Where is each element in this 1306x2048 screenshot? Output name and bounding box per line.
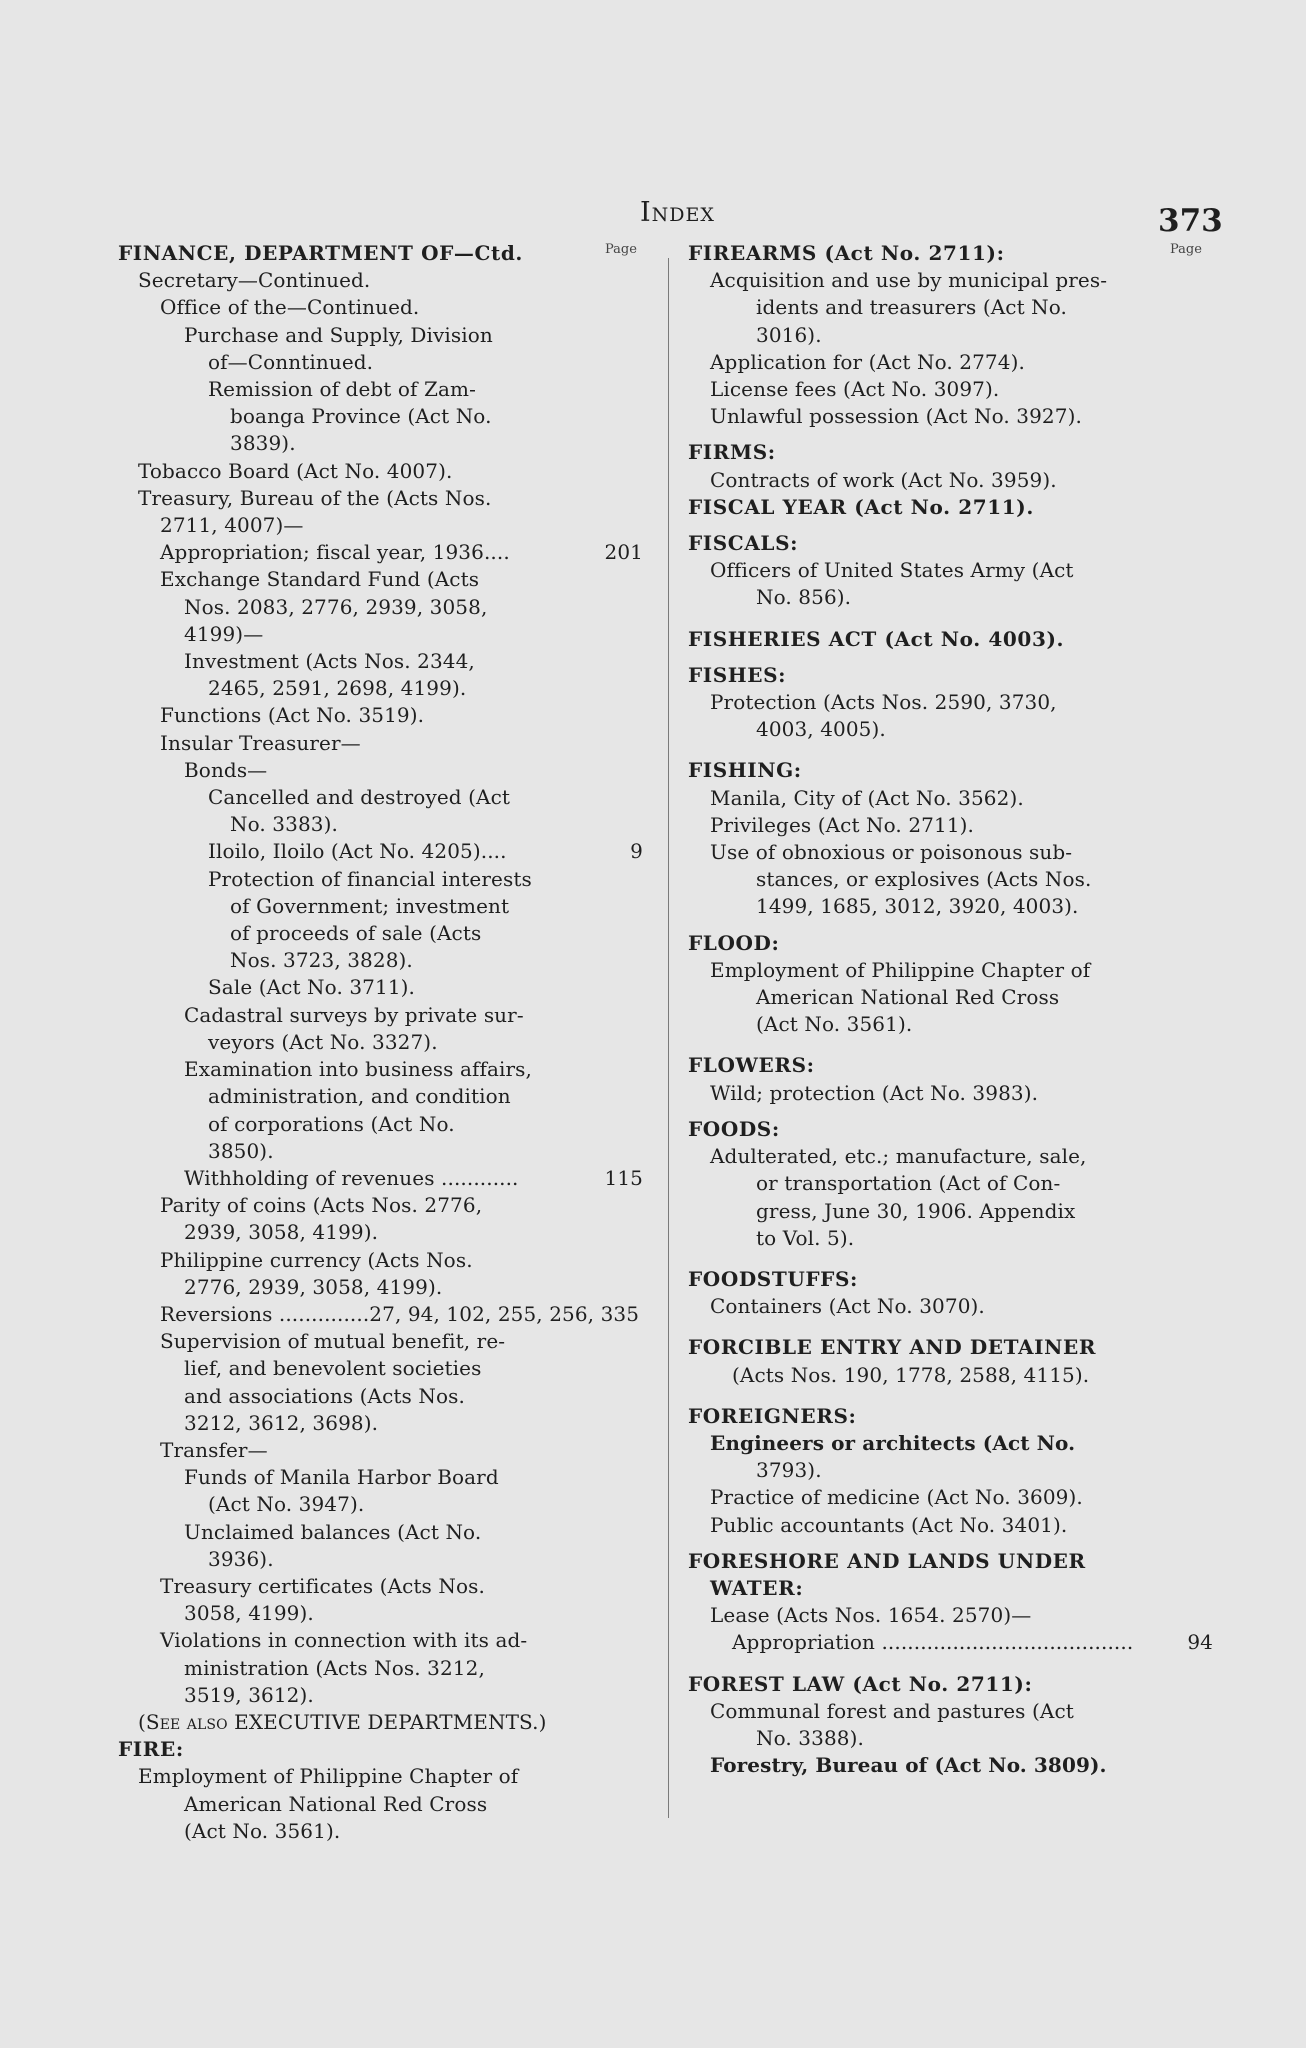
entry-text: ministration (Acts Nos. 3212,	[184, 1655, 485, 1680]
index-entry	[118, 1002, 643, 1029]
entry-text: 2939, 3058, 4199).	[184, 1220, 379, 1245]
entry-text: gress, June 30, 1906. Appendix	[756, 1198, 1076, 1223]
index-entry	[118, 566, 643, 593]
index-entry	[118, 1083, 643, 1110]
entry-text: FISHES:	[688, 662, 787, 687]
entry-text: Transfer—	[160, 1437, 268, 1462]
entry-text: (Acts Nos. 190, 1778, 2588, 4115).	[732, 1362, 1090, 1387]
spacer	[688, 653, 1213, 662]
index-entry	[118, 866, 643, 893]
spacer	[688, 921, 1213, 930]
index-entry	[118, 1627, 643, 1654]
entry-text: 3936).	[208, 1546, 274, 1571]
index-entry	[118, 1437, 643, 1464]
page-reference: 94	[1187, 1630, 1213, 1655]
index-entry	[118, 485, 643, 512]
entry-text: FIRE:	[118, 1737, 184, 1762]
entry-text: Treasury certificates (Acts Nos.	[160, 1573, 485, 1598]
entry-text: No. 3383).	[230, 812, 338, 837]
entry-text: FOREIGNERS:	[688, 1403, 857, 1428]
entry-text: Funds of Manila Harbor Board	[184, 1465, 499, 1490]
entry-text: Violations in connection with its ad-	[160, 1628, 528, 1653]
index-entry	[688, 716, 1213, 743]
index-entry	[118, 294, 643, 321]
entry-text: FOODS:	[688, 1116, 780, 1141]
running-title: Index	[640, 197, 715, 228]
entry-text: 3058, 4199).	[184, 1601, 314, 1626]
entry-text: (Act No. 3561).	[184, 1818, 341, 1843]
entry-text: of—Conntinued.	[208, 349, 374, 374]
index-entry	[118, 1247, 643, 1274]
right-column	[688, 240, 1213, 1779]
index-heading	[688, 1334, 1213, 1361]
spacer	[688, 743, 1213, 757]
index-entry	[688, 376, 1213, 403]
entry-text: FINANCE, DEPARTMENT OF—Ctd.	[118, 241, 523, 265]
index-entry	[118, 458, 643, 485]
entry-text: 3850).	[208, 1138, 274, 1163]
entry-text: FISCAL YEAR (Act No. 2711).	[688, 494, 1034, 519]
entry-text: Examination into business affairs,	[184, 1057, 532, 1082]
spacer	[688, 1539, 1213, 1548]
page-reference: 115	[604, 1165, 643, 1190]
entry-text: FISHING:	[688, 758, 802, 783]
entry-text: WATER:	[710, 1575, 804, 1600]
index-entry	[118, 1029, 643, 1056]
spacer	[688, 1320, 1213, 1334]
entry-text: FOREST LAW (Act No. 2711):	[688, 1671, 1033, 1696]
entry-text: 3839).	[230, 431, 296, 456]
index-entry	[688, 467, 1213, 494]
index-entry	[688, 1293, 1213, 1320]
entry-text: Manila, City of (Act No. 3562).	[710, 785, 1024, 810]
entry-text: FIRMS:	[688, 440, 776, 465]
entry-text: Application for (Act No. 2774).	[710, 349, 1025, 374]
spacer	[688, 1038, 1213, 1052]
entry-text: Treasury, Bureau of the (Acts Nos.	[138, 485, 492, 510]
index-entry	[118, 1791, 643, 1818]
entry-text: FORCIBLE ENTRY AND DETAINER	[688, 1335, 1097, 1360]
entry-text: 4199)—	[184, 621, 264, 646]
spacer	[688, 521, 1213, 530]
index-entry	[688, 1198, 1213, 1225]
index-entry	[118, 621, 643, 648]
entry-text: 3519, 3612).	[184, 1682, 314, 1707]
entry-text: stances, or explosives (Acts Nos.	[756, 867, 1092, 892]
index-heading	[688, 530, 1213, 557]
index-entry	[118, 1655, 643, 1682]
entry-text: Lease (Acts Nos. 1654. 2570)—	[710, 1603, 1032, 1628]
index-entry	[688, 403, 1213, 430]
index-entry	[118, 1301, 643, 1328]
index-entry	[118, 1410, 643, 1437]
page-header	[0, 197, 1306, 237]
index-entry	[118, 1056, 643, 1083]
index-heading	[688, 1548, 1213, 1575]
index-entry	[118, 838, 643, 865]
entry-text: of Government; investment	[230, 893, 510, 918]
index-entry	[688, 294, 1213, 321]
index-heading	[118, 1736, 643, 1763]
entry-text: Exchange Standard Fund (Acts	[160, 567, 480, 592]
entry-text: FISCALS:	[688, 531, 799, 556]
entry-text: boanga Province (Act No.	[230, 404, 492, 429]
index-entry	[118, 947, 643, 974]
entry-text: Appropriation; fiscal year, 1936....	[160, 540, 510, 565]
index-entry	[118, 539, 643, 566]
entry-text: Parity of coins (Acts Nos. 2776,	[160, 1193, 483, 1218]
index-heading	[118, 240, 643, 267]
entry-text: American National Red Cross	[756, 985, 1060, 1010]
index-entry	[688, 839, 1213, 866]
index-entry	[118, 648, 643, 675]
index-entry	[118, 512, 643, 539]
index-entry	[688, 1629, 1213, 1656]
entry-text: Forestry, Bureau of (Act No. 3809).	[710, 1753, 1107, 1778]
index-entry	[118, 1818, 643, 1845]
page-reference: 201	[604, 540, 643, 565]
index-entry	[118, 1573, 643, 1600]
index-entry	[118, 1383, 643, 1410]
entry-text: Contracts of work (Act No. 3959).	[710, 467, 1057, 492]
entry-text: Reversions ..............27, 94, 102, 255, 256, 335	[160, 1301, 640, 1326]
index-entry	[118, 1138, 643, 1165]
index-heading	[688, 1266, 1213, 1293]
index-entry	[118, 349, 643, 376]
entry-text: or transportation (Act of Con-	[756, 1171, 1061, 1196]
index-entry	[118, 1491, 643, 1518]
entry-text: Nos. 3723, 3828).	[230, 948, 413, 973]
entry-text: administration, and condition	[208, 1084, 511, 1109]
entry-text: Officers of United States Army (Act	[710, 558, 1074, 583]
index-heading	[688, 1575, 1213, 1602]
entry-text: Protection of financial interests	[208, 866, 532, 891]
index-entry	[118, 757, 643, 784]
index-entry	[118, 267, 643, 294]
index-heading	[688, 439, 1213, 466]
index-entry	[118, 675, 643, 702]
page-column-label: Page	[1170, 242, 1202, 257]
index-entry	[118, 1219, 643, 1246]
index-entry	[118, 322, 643, 349]
index-entry	[118, 893, 643, 920]
entry-text: FOODSTUFFS:	[688, 1266, 858, 1291]
entry-text: Cancelled and destroyed (Act	[208, 785, 511, 810]
spacer	[688, 1107, 1213, 1116]
entry-text: Nos. 2083, 2776, 2939, 3058,	[184, 594, 488, 619]
index-entry	[688, 957, 1213, 984]
entry-text: Secretary—Continued.	[138, 268, 371, 293]
entry-text: Use of obnoxious or poisonous sub-	[710, 840, 1073, 865]
entry-text: Protection (Acts Nos. 2590, 3730,	[710, 690, 1057, 715]
column-divider	[668, 258, 669, 1818]
entry-text: and associations (Acts Nos.	[184, 1383, 465, 1408]
index-entry	[688, 1698, 1213, 1725]
index-entry	[688, 1430, 1213, 1457]
index-entry	[118, 1192, 643, 1219]
index-entry	[118, 430, 643, 457]
index-entry	[688, 1484, 1213, 1511]
index-entry	[688, 1725, 1213, 1752]
entry-text: Withholding of revenues ............	[184, 1165, 519, 1190]
spacer	[688, 430, 1213, 439]
entry-text: Tobacco Board (Act No. 4007).	[138, 458, 453, 483]
entry-text: American National Red Cross	[184, 1791, 488, 1816]
index-entry	[118, 811, 643, 838]
index-entry	[118, 1519, 643, 1546]
index-heading	[688, 757, 1213, 784]
index-entry	[118, 920, 643, 947]
page-column-label: Page	[605, 242, 637, 257]
index-entry	[688, 322, 1213, 349]
index-entry	[688, 1170, 1213, 1197]
entry-text: Sale (Act No. 3711).	[208, 975, 416, 1000]
entry-text: Remission of debt of Zam-	[208, 377, 476, 402]
entry-text: Purchase and Supply, Division	[184, 322, 493, 347]
index-entry	[688, 1512, 1213, 1539]
entry-text: No. 3388).	[756, 1725, 864, 1750]
index-entry	[118, 1274, 643, 1301]
index-heading	[688, 1116, 1213, 1143]
index-heading	[688, 494, 1213, 521]
entry-text: Practice of medicine (Act No. 3609).	[710, 1485, 1083, 1510]
entry-text: 2711, 4007)—	[160, 513, 304, 538]
entry-text: (Act No. 3947).	[208, 1492, 365, 1517]
entry-text: Employment of Philippine Chapter of	[138, 1764, 519, 1789]
index-entry	[118, 1763, 643, 1790]
index-entry	[688, 893, 1213, 920]
spacer	[688, 612, 1213, 626]
index-entry	[688, 1080, 1213, 1107]
entry-text: 3793).	[756, 1458, 822, 1483]
entry-text: FISHERIES ACT (Act No. 4003).	[688, 626, 1065, 651]
index-entry	[688, 584, 1213, 611]
entry-text: Bonds—	[184, 757, 268, 782]
entry-text: License fees (Act No. 3097).	[710, 377, 1000, 402]
entry-text: lief, and benevolent societies	[184, 1356, 482, 1381]
entry-text: of corporations (Act No.	[208, 1111, 455, 1136]
spacer	[688, 1657, 1213, 1671]
entry-text: Philippine currency (Acts Nos.	[160, 1247, 473, 1272]
entry-text: 4003, 4005).	[756, 717, 886, 742]
index-heading	[688, 1052, 1213, 1079]
entry-text: Public accountants (Act No. 3401).	[710, 1512, 1068, 1537]
spacer	[688, 1389, 1213, 1403]
index-entry	[118, 1546, 643, 1573]
index-entry	[688, 1362, 1213, 1389]
index-entry	[688, 1602, 1213, 1629]
entry-text: Insular Treasurer—	[160, 730, 361, 755]
index-entry	[688, 866, 1213, 893]
left-column	[118, 240, 643, 1845]
index-heading	[688, 662, 1213, 689]
index-entry	[118, 1328, 643, 1355]
entry-text: 1499, 1685, 3012, 3920, 4003).	[756, 894, 1079, 919]
entry-text: Privileges (Act No. 2711).	[710, 812, 975, 837]
index-entry	[118, 1464, 643, 1491]
index-entry	[118, 1709, 643, 1736]
index-entry	[118, 594, 643, 621]
entry-text: Wild; protection (Act No. 3983).	[710, 1080, 1039, 1105]
entry-text: 3212, 3612, 3698).	[184, 1410, 379, 1435]
index-entry	[118, 376, 643, 403]
index-entry	[688, 689, 1213, 716]
entry-text: 3016).	[756, 322, 822, 347]
index-entry	[688, 1457, 1213, 1484]
index-entry	[118, 974, 643, 1001]
entry-text: 2465, 2591, 2698, 4199).	[208, 676, 467, 701]
index-entry	[688, 1752, 1213, 1779]
entry-text: Containers (Act No. 3070).	[710, 1294, 985, 1319]
entry-text: Unlawful possession (Act No. 3927).	[710, 404, 1082, 429]
index-entry	[118, 403, 643, 430]
entry-text: Employment of Philippine Chapter of	[710, 957, 1091, 982]
entry-text: Unclaimed balances (Act No.	[184, 1519, 482, 1544]
entry-text: Cadastral surveys by private sur-	[184, 1002, 524, 1027]
index-entry	[688, 1225, 1213, 1252]
entry-text: 2776, 2939, 3058, 4199).	[184, 1274, 443, 1299]
entry-text: FLOWERS:	[688, 1053, 815, 1078]
index-entry	[688, 349, 1213, 376]
index-entry	[118, 730, 643, 757]
spacer	[688, 1252, 1213, 1266]
index-entry	[118, 1111, 643, 1138]
entry-text: FORESHORE AND LANDS UNDER	[688, 1548, 1086, 1573]
index-heading	[688, 626, 1213, 653]
entry-text: Office of the—Continued.	[160, 295, 420, 320]
index-entry	[688, 1143, 1213, 1170]
index-heading	[688, 1671, 1213, 1698]
page-number: 373	[1158, 203, 1223, 239]
entry-text: Iloilo, Iloilo (Act No. 4205)....	[208, 839, 507, 864]
index-entry	[688, 984, 1213, 1011]
entry-text: Supervision of mutual benefit, re-	[160, 1329, 506, 1354]
index-heading	[688, 240, 1213, 267]
entry-text: FLOOD:	[688, 930, 780, 955]
entry-text: to Vol. 5).	[756, 1225, 855, 1250]
index-entry	[118, 1682, 643, 1709]
index-entry	[688, 785, 1213, 812]
entry-text: of proceeds of sale (Acts	[230, 921, 482, 946]
entry-text: idents and treasurers (Act No.	[756, 295, 1068, 320]
entry-text: Appropriation .......................................	[732, 1630, 1134, 1655]
index-entry	[688, 1011, 1213, 1038]
index-entry	[118, 1165, 643, 1192]
index-entry	[688, 267, 1213, 294]
entry-text: FIREARMS (Act No. 2711):	[688, 241, 1005, 265]
page-reference: 9	[630, 839, 643, 864]
index-heading	[688, 1403, 1213, 1430]
entry-text: (Act No. 3561).	[756, 1012, 913, 1037]
entry-text: (See also EXECUTIVE DEPARTMENTS.)	[138, 1709, 547, 1734]
entry-text: veyors (Act No. 3327).	[208, 1029, 438, 1054]
entry-text: Adulterated, etc.; manufacture, sale,	[710, 1144, 1087, 1169]
entry-text: Communal forest and pastures (Act	[710, 1698, 1074, 1723]
index-entry	[688, 557, 1213, 584]
entry-text: Investment (Acts Nos. 2344,	[184, 649, 475, 674]
entry-text: Acquisition and use by municipal pres-	[710, 268, 1108, 293]
index-entry	[118, 1355, 643, 1382]
entry-text: Functions (Act No. 3519).	[160, 703, 425, 728]
entry-text: No. 856).	[756, 585, 852, 610]
index-entry	[118, 784, 643, 811]
index-heading	[688, 930, 1213, 957]
index-entry	[118, 1600, 643, 1627]
index-entry	[688, 812, 1213, 839]
index-entry	[118, 702, 643, 729]
entry-text: Engineers or architects (Act No.	[710, 1430, 1076, 1455]
